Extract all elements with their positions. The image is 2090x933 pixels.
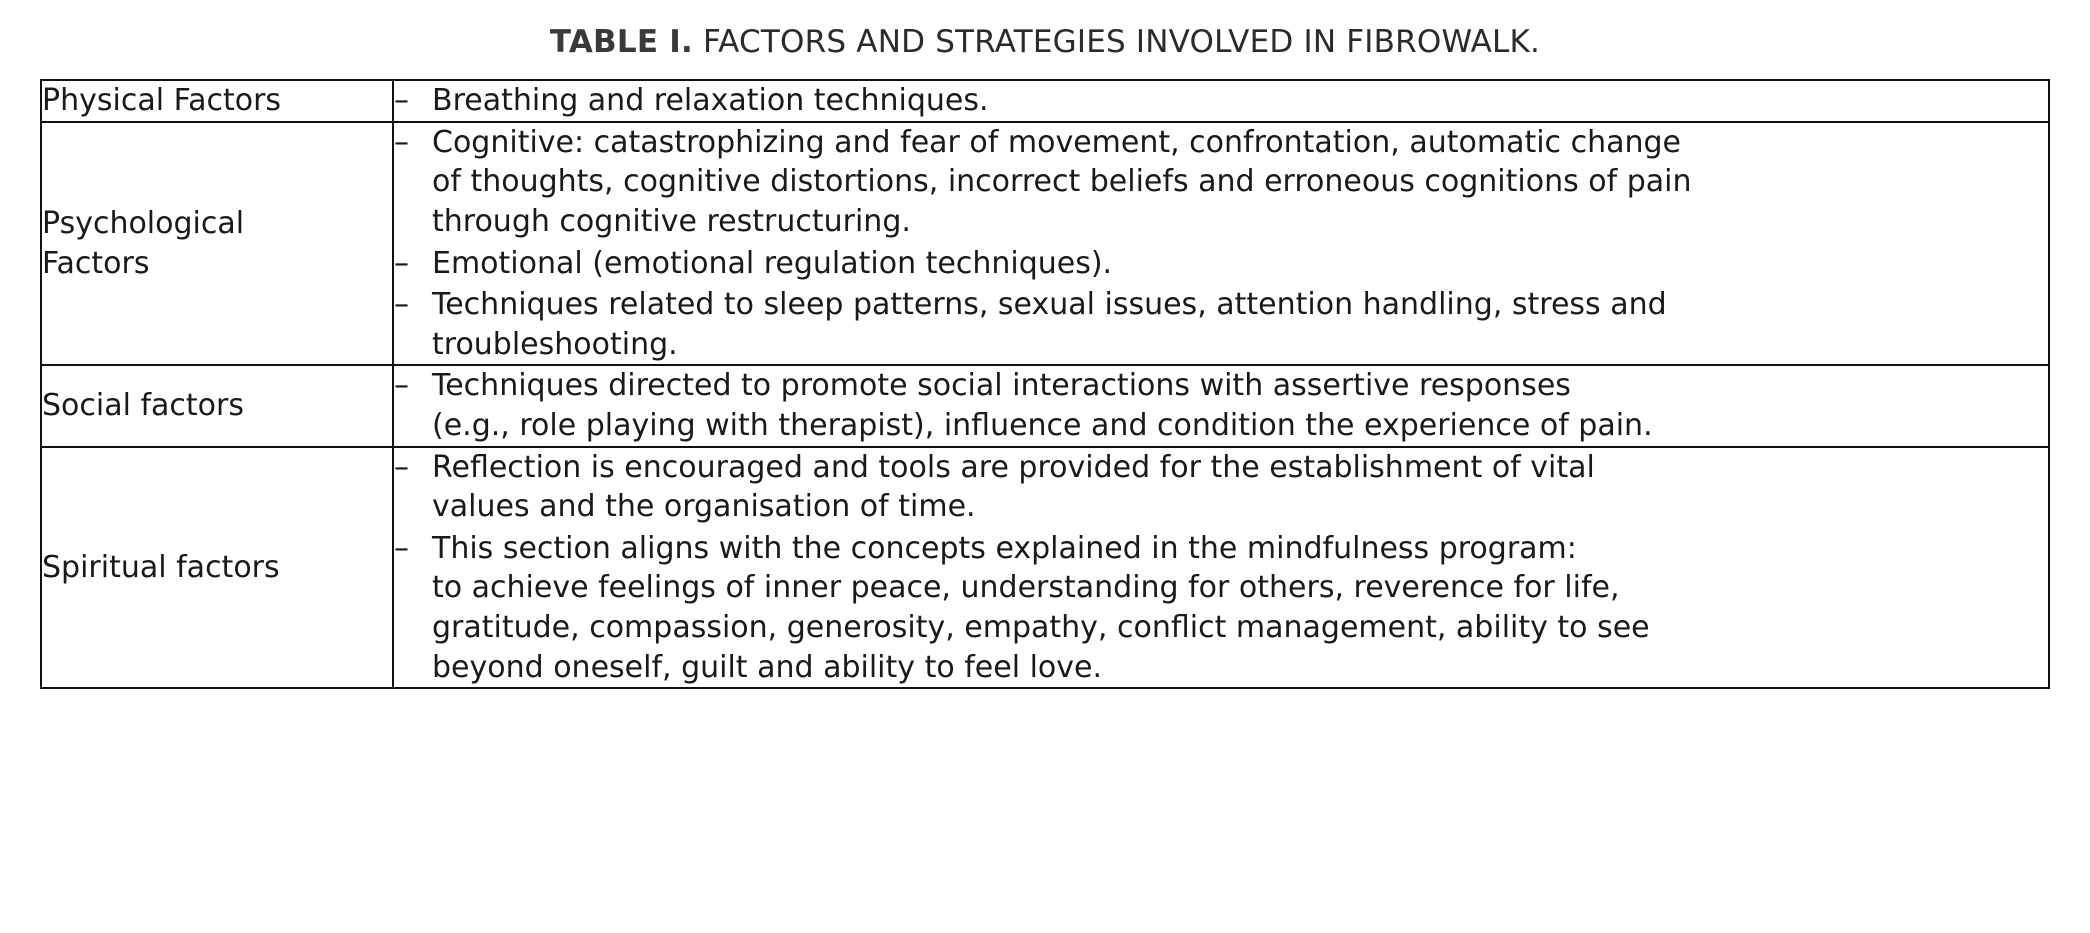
factors-table [40,79,2050,689]
strategy-list [394,123,2048,365]
row-label-psychological-factors: Psychological Factors [41,122,393,366]
dash-bullet: – [394,287,409,323]
table-caption [40,24,2050,61]
list-item: – Techniques directed to promote social interactions with assertive responses (e.g., role playing with therapist), influence and condition the experience of pain. [394,368,1653,443]
list-item: – Reflection is encouraged and tools are provided for the establishment of vital values and the organisation of time. [394,449,1595,525]
row-content-spiritual-factors [393,447,2049,689]
table-caption-text: FACTORS AND STRATEGIES INVOLVED IN FIBROWALK. [702,24,1541,60]
strategy-list [394,81,2048,121]
dash-bullet: – [394,368,409,404]
list-item: – Techniques related to sleep patterns, sexual issues, attention handling, stress and troubleshooting. [394,287,1667,362]
row-label-social-factors: Social factors [41,365,393,446]
dash-bullet: – [394,245,409,281]
row-label-spiritual-factors: Spiritual factors [41,447,393,689]
table-row [41,365,2049,446]
table-row [41,447,2049,689]
list-item: – Emotional (emotional regulation techniques). [394,244,2048,284]
table-caption-label: TABLE I. [549,24,693,60]
list-item: – This section aligns with the concepts explained in the mindfulness program: to achieve feelings of inner peace, understanding for others, reverence for life, gratitude, compassion, generosity, empathy, conflict management, ability to see beyond oneself, guilt and ability to feel love. [394,530,1650,685]
row-content-psychological-factors [393,122,2049,366]
factors-table-body [41,80,2049,688]
row-content-social-factors [393,365,2049,446]
dash-bullet: – [394,530,409,566]
row-label-physical-factors: Physical Factors [41,80,393,122]
dash-bullet: – [394,449,409,485]
table-row [41,122,2049,366]
dash-bullet: – [394,124,409,160]
strategy-list [394,366,2048,445]
list-item: – Cognitive: catastrophizing and fear of movement, confrontation, automatic change of thoughts, cognitive distortions, incorrect beliefs and erroneous cognitions of pain through cognitive restructuring. [394,124,1692,239]
table-row [41,80,2049,122]
row-content-physical-factors [393,80,2049,122]
strategy-list [394,448,2048,688]
dash-bullet: – [394,83,409,119]
list-item: – Breathing and relaxation techniques. [394,81,2048,121]
